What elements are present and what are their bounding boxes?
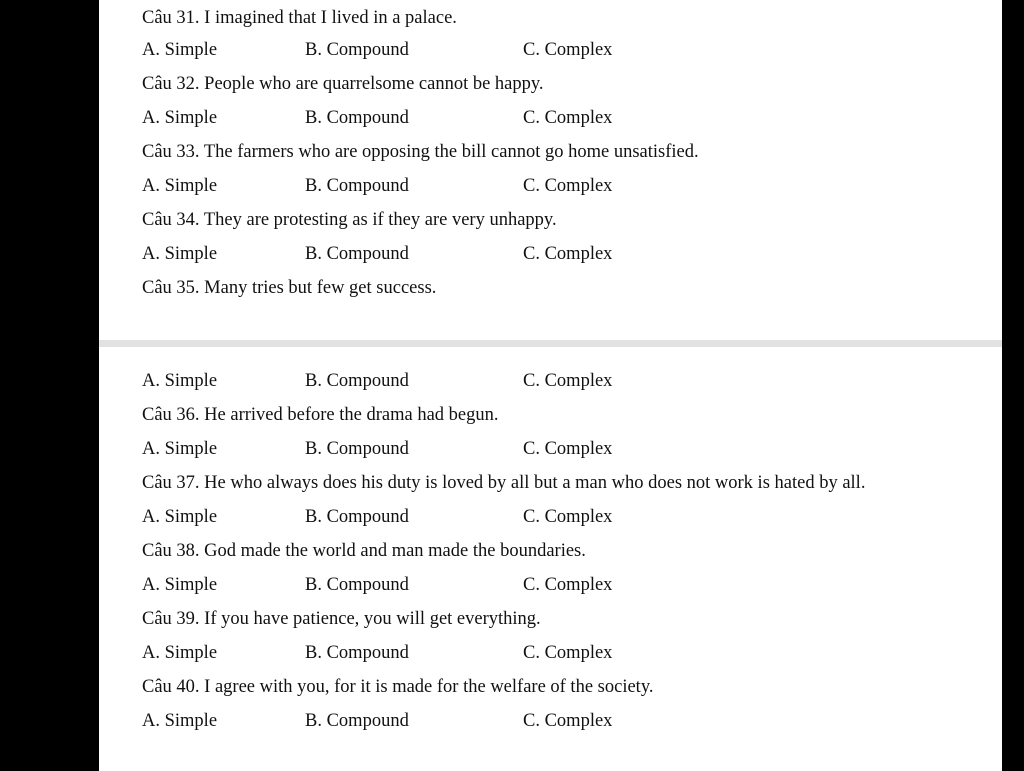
option-c-complex: C. Complex — [523, 507, 613, 527]
option-a-simple: A. Simple — [142, 575, 218, 595]
option-c-complex: C. Complex — [523, 439, 613, 459]
option-b-compound: B. Compound — [305, 439, 409, 459]
question-38: Câu 38. God made the world and man made the boundaries. — [142, 541, 586, 561]
options-row-33 — [99, 175, 1002, 197]
options-row-31 — [99, 39, 1002, 61]
question-31: Câu 31. I imagined that I lived in a palace. — [142, 8, 457, 28]
option-b-compound: B. Compound — [305, 507, 409, 527]
options-row-32 — [99, 107, 1002, 129]
option-c-complex: C. Complex — [523, 108, 613, 128]
option-b-compound: B. Compound — [305, 711, 409, 731]
options-row-40 — [99, 710, 1002, 732]
option-b-compound: B. Compound — [305, 371, 409, 391]
options-row-39 — [99, 642, 1002, 664]
option-c-complex: C. Complex — [523, 371, 613, 391]
option-a-simple: A. Simple — [142, 643, 218, 663]
option-b-compound: B. Compound — [305, 575, 409, 595]
option-a-simple: A. Simple — [142, 711, 218, 731]
question-35: Câu 35. Many tries but few get success. — [142, 278, 437, 298]
option-c-complex: C. Complex — [523, 40, 613, 60]
question-40: Câu 40. I agree with you, for it is made for the welfare of the society. — [142, 677, 654, 697]
question-39: Câu 39. If you have patience, you will get everything. — [142, 609, 541, 629]
option-c-complex: C. Complex — [523, 575, 613, 595]
question-34: Câu 34. They are protesting as if they are very unhappy. — [142, 210, 557, 230]
option-b-compound: B. Compound — [305, 176, 409, 196]
option-a-simple: A. Simple — [142, 371, 218, 391]
option-c-complex: C. Complex — [523, 244, 613, 264]
options-row-34 — [99, 243, 1002, 265]
option-a-simple: A. Simple — [142, 507, 218, 527]
question-37: Câu 37. He who always does his duty is loved by all but a man who does not work is hated by all. — [142, 473, 866, 493]
options-row-37 — [99, 506, 1002, 528]
option-b-compound: B. Compound — [305, 108, 409, 128]
option-a-simple: A. Simple — [142, 244, 218, 264]
page-top — [99, 0, 1002, 340]
options-row-38 — [99, 574, 1002, 596]
question-32: Câu 32. People who are quarrelsome cannot be happy. — [142, 74, 544, 94]
option-c-complex: C. Complex — [523, 643, 613, 663]
question-36: Câu 36. He arrived before the drama had begun. — [142, 405, 499, 425]
options-row-36 — [99, 438, 1002, 460]
option-b-compound: B. Compound — [305, 643, 409, 663]
option-a-simple: A. Simple — [142, 40, 218, 60]
option-a-simple: A. Simple — [142, 108, 218, 128]
question-33: Câu 33. The farmers who are opposing the bill cannot go home unsatisfied. — [142, 142, 699, 162]
option-c-complex: C. Complex — [523, 176, 613, 196]
page-separator — [99, 340, 1002, 347]
option-c-complex: C. Complex — [523, 711, 613, 731]
options-row-35 — [99, 370, 1002, 392]
option-b-compound: B. Compound — [305, 244, 409, 264]
page-bottom — [99, 347, 1002, 771]
option-a-simple: A. Simple — [142, 176, 218, 196]
option-a-simple: A. Simple — [142, 439, 218, 459]
option-b-compound: B. Compound — [305, 40, 409, 60]
